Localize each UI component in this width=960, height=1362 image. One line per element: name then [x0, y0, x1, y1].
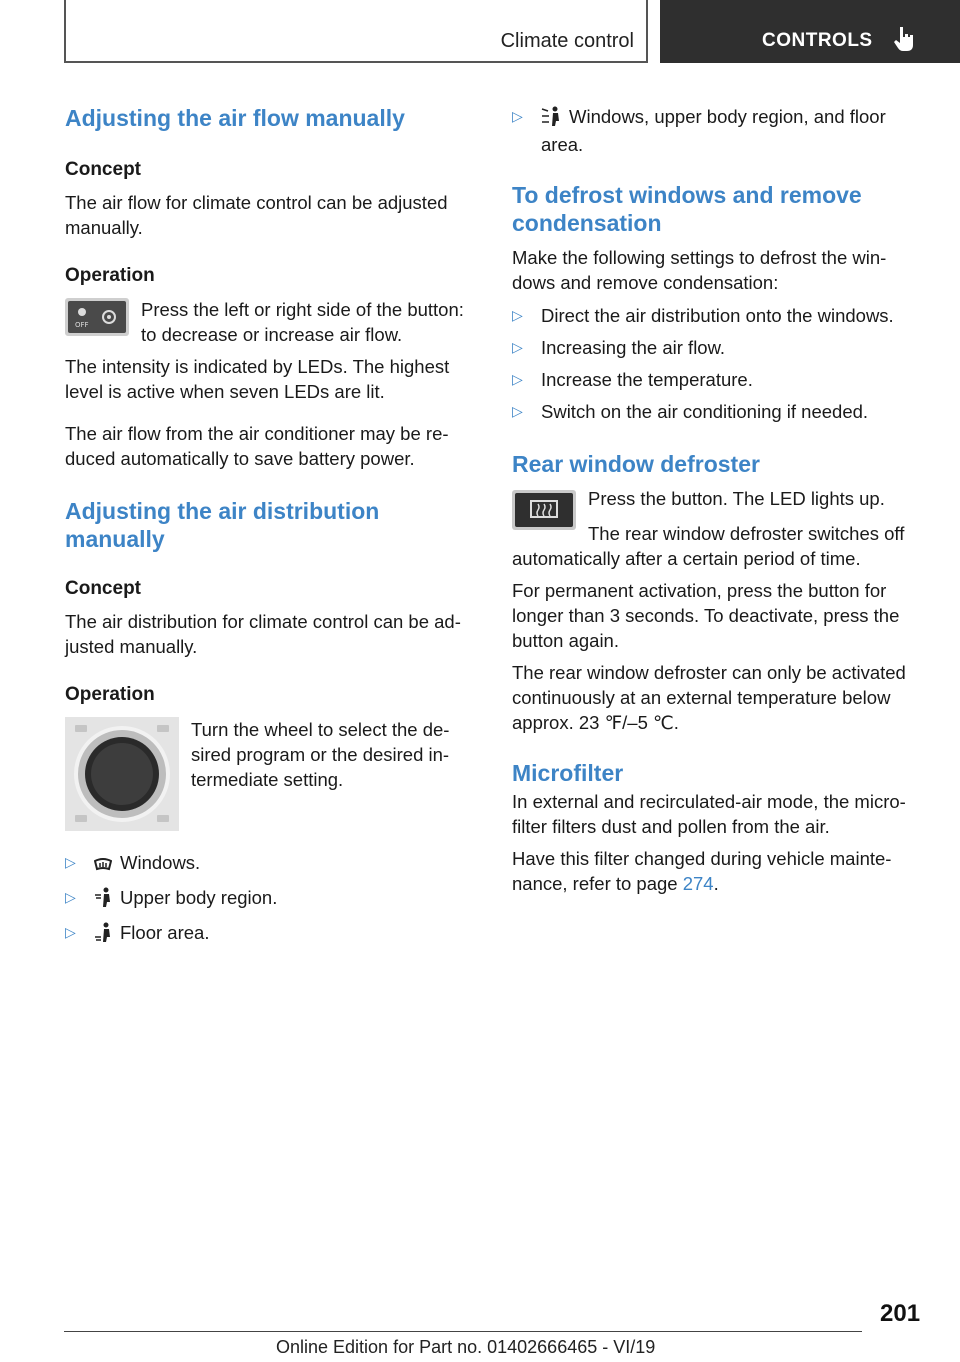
header-section-box — [64, 0, 648, 63]
list-item: ▷ Increasing the air flow. — [512, 337, 726, 358]
rear-defroster-press-text: Press the button. The LED lights up. — [588, 488, 885, 509]
windows-body-floor-airflow-icon — [541, 106, 561, 132]
page-number: 201 — [880, 1300, 921, 1327]
distribution-concept-heading: Concept — [65, 578, 141, 599]
distribution-operation-heading: Operation — [65, 684, 155, 705]
list-item: ▷ Windows. — [65, 850, 477, 878]
list-item: ▷ Floor area. — [65, 920, 477, 948]
combined-distribution-list — [512, 104, 922, 157]
airflow-heading: Adjusting the air flow manually — [65, 105, 405, 131]
upper-body-airflow-icon — [94, 887, 112, 913]
list-item: ▷ Direct the air distribution onto the windows. — [512, 305, 894, 326]
distribution-heading: Adjusting the air distribution manually — [65, 498, 380, 552]
header-section-title: Climate control — [500, 30, 634, 52]
bullet-triangle-icon: ▷ — [65, 889, 76, 905]
distribution-list — [65, 850, 477, 948]
defrost-heading: To defrost windows and remove condensation — [512, 182, 862, 236]
airflow-intensity-text: The intensity is indicated by LEDs. The highest level is active when seven LEDs are lit. — [65, 356, 450, 402]
microfilter-heading: Microfilter — [512, 760, 624, 786]
header-chapter-label: CONTROLS — [762, 30, 873, 51]
defrost-intro: Make the following settings to defrost the win-dows and remove condensation: — [512, 247, 887, 293]
airflow-concept-heading: Concept — [65, 159, 141, 180]
rear-defroster-temperature-text: The rear window defroster can only be activated continuously at an external temperature below approx. 23 ℉/‒5 ℃. — [512, 662, 906, 733]
pointing-hand-icon — [894, 26, 916, 57]
bullet-triangle-icon: ▷ — [512, 403, 523, 419]
airflow-operation-heading: Operation — [65, 265, 155, 286]
rear-defroster-auto-off-text: The rear window defroster switches off automatically after a certain period of time. — [512, 523, 905, 569]
microfilter-maintenance-text: Have this filter changed during vehicle mainte-nance, refer to page 274. — [512, 848, 892, 894]
floor-airflow-icon — [94, 922, 112, 948]
rear-defroster-permanent-text: For permanent activation, press the button for longer than 3 seconds. To deactivate, press the button again. — [512, 580, 900, 651]
windshield-icon — [94, 853, 112, 878]
footer-edition: Online Edition for Part no. 01402666465 - VI/19 — [276, 1337, 656, 1357]
list-item: ▷ Windows, upper body region, and floor area. — [512, 106, 886, 155]
right-column — [512, 100, 922, 896]
airflow-concept-text: The air flow for climate control can be adjusted manually. — [65, 192, 448, 238]
list-item: ▷ Upper body region. — [65, 885, 477, 913]
microfilter-text: In external and recirculated-air mode, the micro-filter filters dust and pollen from the air. — [512, 791, 906, 837]
page-reference-link[interactable]: 274 — [682, 873, 714, 894]
distribution-operation-text: Turn the wheel to select the de-sired program or the desired in-termediate setting. — [191, 719, 450, 790]
distribution-wheel-image — [65, 717, 179, 836]
list-item: ▷ Increase the temperature. — [512, 369, 753, 390]
rear-defroster-heading: Rear window defroster — [512, 451, 760, 477]
bullet-triangle-icon: ▷ — [512, 371, 523, 387]
header-chapter-box — [660, 0, 960, 63]
left-column — [65, 100, 477, 948]
airflow-battery-text: The air flow from the air conditioner may be re-duced automatically to save battery power. — [65, 423, 449, 469]
airflow-operation-text: Press the left or right side of the button: to decrease or increase air flow. — [141, 299, 464, 345]
rear-defroster-button-image — [512, 490, 576, 535]
list-item: ▷ Switch on the air conditioning if needed. — [512, 401, 869, 422]
fan-button-image — [65, 298, 129, 341]
bullet-triangle-icon: ▷ — [65, 924, 76, 940]
bullet-triangle-icon: ▷ — [512, 307, 523, 323]
distribution-concept-text: The air distribution for climate control can be ad-justed manually. — [65, 611, 461, 657]
bullet-triangle-icon: ▷ — [65, 854, 76, 870]
footer-divider — [64, 1331, 862, 1332]
svg-text:OFF: OFF — [75, 321, 89, 329]
bullet-triangle-icon: ▷ — [512, 108, 523, 124]
bullet-triangle-icon: ▷ — [512, 339, 523, 355]
defrost-list — [512, 303, 922, 424]
